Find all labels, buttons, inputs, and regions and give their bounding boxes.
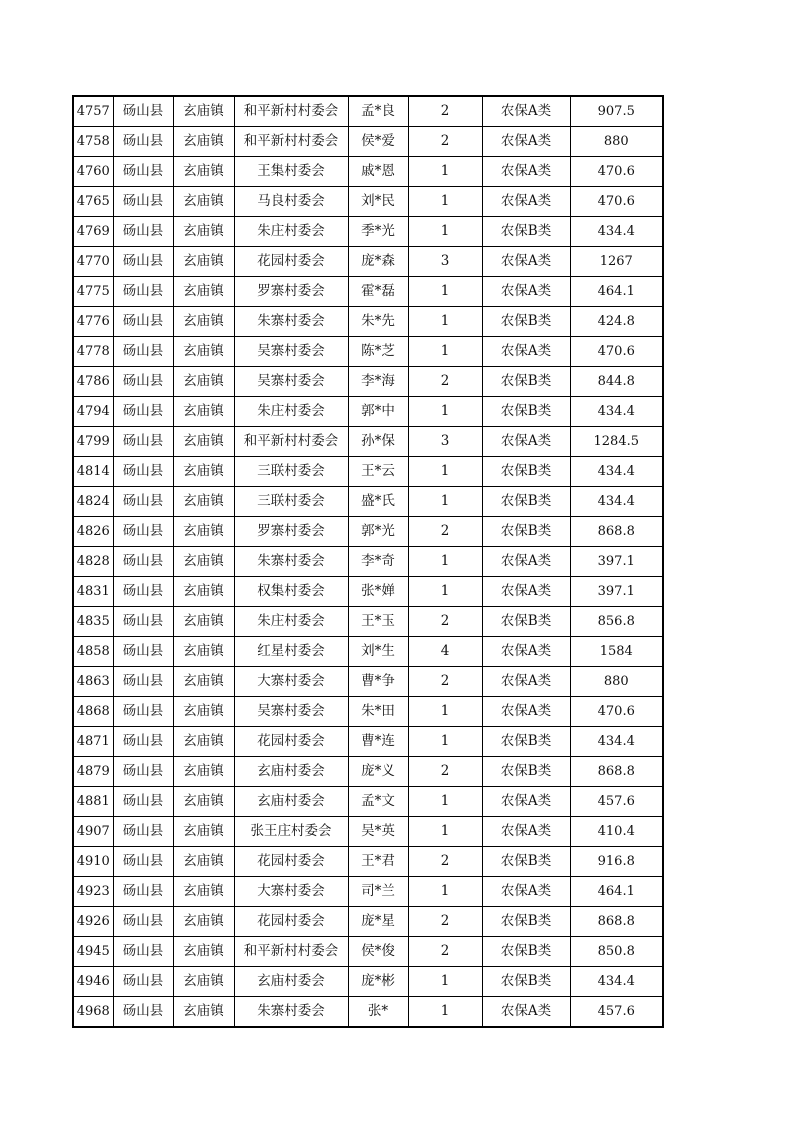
county-cell: 砀山县: [113, 157, 173, 187]
insurance-type-cell: 农保B类: [482, 727, 570, 757]
village-committee-cell: 朱庄村委会: [234, 217, 348, 247]
table-row: [73, 517, 663, 547]
household-count-cell: 1: [408, 277, 482, 307]
record-id-cell: 4794: [73, 397, 113, 427]
town-cell: 玄庙镇: [173, 487, 234, 517]
household-count-cell: 1: [408, 877, 482, 907]
person-name-cell: 李*海: [348, 367, 408, 397]
person-name-cell: 朱*先: [348, 307, 408, 337]
county-cell: 砀山县: [113, 457, 173, 487]
village-committee-cell: 玄庙村委会: [234, 787, 348, 817]
village-committee-cell: 玄庙村委会: [234, 757, 348, 787]
amount-cell: 1267: [570, 247, 663, 277]
table-row: [73, 397, 663, 427]
person-name-cell: 吴*英: [348, 817, 408, 847]
amount-cell: 470.6: [570, 157, 663, 187]
amount-cell: 470.6: [570, 337, 663, 367]
village-committee-cell: 大寨村委会: [234, 877, 348, 907]
person-name-cell: 盛*氏: [348, 487, 408, 517]
town-cell: 玄庙镇: [173, 697, 234, 727]
amount-cell: 434.4: [570, 727, 663, 757]
insurance-type-cell: 农保A类: [482, 187, 570, 217]
county-cell: 砀山县: [113, 607, 173, 637]
amount-cell: 424.8: [570, 307, 663, 337]
county-cell: 砀山县: [113, 817, 173, 847]
amount-cell: 434.4: [570, 217, 663, 247]
household-count-cell: 1: [408, 787, 482, 817]
town-cell: 玄庙镇: [173, 517, 234, 547]
person-name-cell: 王*云: [348, 457, 408, 487]
table-row: [73, 127, 663, 157]
village-committee-cell: 花园村委会: [234, 727, 348, 757]
town-cell: 玄庙镇: [173, 847, 234, 877]
county-cell: 砀山县: [113, 637, 173, 667]
village-committee-cell: 和平新村村委会: [234, 96, 348, 127]
county-cell: 砀山县: [113, 907, 173, 937]
household-count-cell: 1: [408, 487, 482, 517]
record-id-cell: 4765: [73, 187, 113, 217]
household-count-cell: 2: [408, 96, 482, 127]
table-row: [73, 577, 663, 607]
table-row: [73, 757, 663, 787]
amount-cell: 434.4: [570, 457, 663, 487]
town-cell: 玄庙镇: [173, 817, 234, 847]
person-name-cell: 霍*磊: [348, 277, 408, 307]
person-name-cell: 庞*森: [348, 247, 408, 277]
village-committee-cell: 花园村委会: [234, 847, 348, 877]
amount-cell: 410.4: [570, 817, 663, 847]
town-cell: 玄庙镇: [173, 157, 234, 187]
county-cell: 砀山县: [113, 127, 173, 157]
insurance-type-cell: 农保A类: [482, 997, 570, 1028]
insurance-type-cell: 农保B类: [482, 217, 570, 247]
town-cell: 玄庙镇: [173, 247, 234, 277]
town-cell: 玄庙镇: [173, 96, 234, 127]
village-committee-cell: 吴寨村委会: [234, 367, 348, 397]
insurance-type-cell: 农保B类: [482, 517, 570, 547]
amount-cell: 434.4: [570, 397, 663, 427]
person-name-cell: 朱*田: [348, 697, 408, 727]
village-committee-cell: 和平新村村委会: [234, 427, 348, 457]
household-count-cell: 1: [408, 157, 482, 187]
insurance-type-cell: 农保A类: [482, 127, 570, 157]
person-name-cell: 庞*彬: [348, 967, 408, 997]
village-committee-cell: 朱寨村委会: [234, 997, 348, 1028]
record-id-cell: 4757: [73, 96, 113, 127]
county-cell: 砀山县: [113, 427, 173, 457]
town-cell: 玄庙镇: [173, 217, 234, 247]
table-row: [73, 727, 663, 757]
household-count-cell: 1: [408, 187, 482, 217]
amount-cell: 1284.5: [570, 427, 663, 457]
village-committee-cell: 朱寨村委会: [234, 307, 348, 337]
county-cell: 砀山县: [113, 277, 173, 307]
town-cell: 玄庙镇: [173, 667, 234, 697]
record-id-cell: 4775: [73, 277, 113, 307]
table-row: [73, 877, 663, 907]
town-cell: 玄庙镇: [173, 187, 234, 217]
record-id-cell: 4826: [73, 517, 113, 547]
household-count-cell: 2: [408, 607, 482, 637]
insurance-type-cell: 农保A类: [482, 697, 570, 727]
table-row: [73, 787, 663, 817]
county-cell: 砀山县: [113, 517, 173, 547]
table-row: [73, 217, 663, 247]
village-committee-cell: 王集村委会: [234, 157, 348, 187]
person-name-cell: 李*奇: [348, 547, 408, 577]
village-committee-cell: 吴寨村委会: [234, 337, 348, 367]
person-name-cell: 戚*恩: [348, 157, 408, 187]
town-cell: 玄庙镇: [173, 397, 234, 427]
record-id-cell: 4923: [73, 877, 113, 907]
person-name-cell: 庞*星: [348, 907, 408, 937]
table-row: [73, 967, 663, 997]
town-cell: 玄庙镇: [173, 787, 234, 817]
insurance-type-cell: 农保A类: [482, 577, 570, 607]
town-cell: 玄庙镇: [173, 877, 234, 907]
person-name-cell: 季*光: [348, 217, 408, 247]
insurance-type-cell: 农保A类: [482, 157, 570, 187]
amount-cell: 1584: [570, 637, 663, 667]
insurance-type-cell: 农保A类: [482, 877, 570, 907]
person-name-cell: 王*玉: [348, 607, 408, 637]
record-id-cell: 4769: [73, 217, 113, 247]
county-cell: 砀山县: [113, 697, 173, 727]
amount-cell: 457.6: [570, 997, 663, 1028]
town-cell: 玄庙镇: [173, 997, 234, 1028]
village-committee-cell: 朱庄村委会: [234, 397, 348, 427]
household-count-cell: 1: [408, 817, 482, 847]
insurance-type-cell: 农保A类: [482, 96, 570, 127]
record-id-cell: 4881: [73, 787, 113, 817]
town-cell: 玄庙镇: [173, 757, 234, 787]
insurance-type-cell: 农保B类: [482, 307, 570, 337]
household-count-cell: 3: [408, 247, 482, 277]
county-cell: 砀山县: [113, 787, 173, 817]
county-cell: 砀山县: [113, 847, 173, 877]
town-cell: 玄庙镇: [173, 367, 234, 397]
record-id-cell: 4799: [73, 427, 113, 457]
household-count-cell: 1: [408, 967, 482, 997]
record-id-cell: 4786: [73, 367, 113, 397]
insurance-type-cell: 农保B类: [482, 367, 570, 397]
record-id-cell: 4824: [73, 487, 113, 517]
insurance-type-cell: 农保B类: [482, 847, 570, 877]
town-cell: 玄庙镇: [173, 727, 234, 757]
county-cell: 砀山县: [113, 307, 173, 337]
town-cell: 玄庙镇: [173, 277, 234, 307]
amount-cell: 470.6: [570, 697, 663, 727]
town-cell: 玄庙镇: [173, 907, 234, 937]
record-id-cell: 4770: [73, 247, 113, 277]
county-cell: 砀山县: [113, 547, 173, 577]
amount-cell: 434.4: [570, 967, 663, 997]
town-cell: 玄庙镇: [173, 967, 234, 997]
person-name-cell: 曹*连: [348, 727, 408, 757]
table-row: [73, 937, 663, 967]
record-id-cell: 4835: [73, 607, 113, 637]
village-committee-cell: 三联村委会: [234, 487, 348, 517]
record-id-cell: 4946: [73, 967, 113, 997]
town-cell: 玄庙镇: [173, 337, 234, 367]
insurance-type-cell: 农保A类: [482, 817, 570, 847]
person-name-cell: 郭*光: [348, 517, 408, 547]
person-name-cell: 张*: [348, 997, 408, 1028]
amount-cell: 880: [570, 667, 663, 697]
table-row: [73, 96, 663, 127]
county-cell: 砀山县: [113, 757, 173, 787]
insurance-type-cell: 农保A类: [482, 337, 570, 367]
person-name-cell: 孟*文: [348, 787, 408, 817]
village-committee-cell: 和平新村村委会: [234, 937, 348, 967]
county-cell: 砀山县: [113, 937, 173, 967]
household-count-cell: 3: [408, 427, 482, 457]
person-name-cell: 庞*义: [348, 757, 408, 787]
county-cell: 砀山县: [113, 367, 173, 397]
record-id-cell: 4926: [73, 907, 113, 937]
amount-cell: 464.1: [570, 277, 663, 307]
table-row: [73, 427, 663, 457]
household-count-cell: 2: [408, 757, 482, 787]
county-cell: 砀山县: [113, 247, 173, 277]
town-cell: 玄庙镇: [173, 127, 234, 157]
record-id-cell: 4871: [73, 727, 113, 757]
table-row: [73, 907, 663, 937]
insurance-type-cell: 农保A类: [482, 547, 570, 577]
town-cell: 玄庙镇: [173, 427, 234, 457]
record-id-cell: 4828: [73, 547, 113, 577]
insurance-type-cell: 农保B类: [482, 937, 570, 967]
village-committee-cell: 朱寨村委会: [234, 547, 348, 577]
household-count-cell: 1: [408, 547, 482, 577]
insurance-type-cell: 农保A类: [482, 667, 570, 697]
village-committee-cell: 和平新村村委会: [234, 127, 348, 157]
county-cell: 砀山县: [113, 217, 173, 247]
table-row: [73, 367, 663, 397]
town-cell: 玄庙镇: [173, 307, 234, 337]
household-count-cell: 2: [408, 907, 482, 937]
amount-cell: 464.1: [570, 877, 663, 907]
insurance-type-cell: 农保B类: [482, 457, 570, 487]
amount-cell: 470.6: [570, 187, 663, 217]
table-row: [73, 697, 663, 727]
village-committee-cell: 马良村委会: [234, 187, 348, 217]
household-count-cell: 2: [408, 847, 482, 877]
county-cell: 砀山县: [113, 727, 173, 757]
record-id-cell: 4868: [73, 697, 113, 727]
record-id-cell: 4776: [73, 307, 113, 337]
person-name-cell: 张*婵: [348, 577, 408, 607]
household-count-cell: 2: [408, 937, 482, 967]
household-count-cell: 2: [408, 517, 482, 547]
record-id-cell: 4968: [73, 997, 113, 1028]
household-count-cell: 1: [408, 217, 482, 247]
table-row: [73, 277, 663, 307]
record-id-cell: 4910: [73, 847, 113, 877]
amount-cell: 907.5: [570, 96, 663, 127]
household-count-cell: 1: [408, 397, 482, 427]
village-committee-cell: 大寨村委会: [234, 667, 348, 697]
county-cell: 砀山县: [113, 667, 173, 697]
insurance-type-cell: 农保A类: [482, 787, 570, 817]
amount-cell: 397.1: [570, 547, 663, 577]
household-count-cell: 1: [408, 697, 482, 727]
person-name-cell: 侯*俊: [348, 937, 408, 967]
household-count-cell: 1: [408, 727, 482, 757]
household-count-cell: 1: [408, 307, 482, 337]
record-id-cell: 4778: [73, 337, 113, 367]
table-row: [73, 187, 663, 217]
county-cell: 砀山县: [113, 577, 173, 607]
table-row: [73, 997, 663, 1028]
county-cell: 砀山县: [113, 997, 173, 1028]
village-committee-cell: 花园村委会: [234, 907, 348, 937]
insurance-type-cell: 农保A类: [482, 247, 570, 277]
record-id-cell: 4945: [73, 937, 113, 967]
person-name-cell: 王*君: [348, 847, 408, 877]
county-cell: 砀山县: [113, 877, 173, 907]
village-committee-cell: 朱庄村委会: [234, 607, 348, 637]
village-committee-cell: 三联村委会: [234, 457, 348, 487]
amount-cell: 397.1: [570, 577, 663, 607]
town-cell: 玄庙镇: [173, 457, 234, 487]
household-count-cell: 2: [408, 367, 482, 397]
record-id-cell: 4831: [73, 577, 113, 607]
record-id-cell: 4907: [73, 817, 113, 847]
county-cell: 砀山县: [113, 187, 173, 217]
table-row: [73, 817, 663, 847]
household-count-cell: 1: [408, 337, 482, 367]
record-id-cell: 4758: [73, 127, 113, 157]
village-committee-cell: 花园村委会: [234, 247, 348, 277]
household-count-cell: 2: [408, 127, 482, 157]
table-row: [73, 157, 663, 187]
household-count-cell: 2: [408, 667, 482, 697]
table-row: [73, 307, 663, 337]
amount-cell: 880: [570, 127, 663, 157]
village-committee-cell: 罗寨村委会: [234, 517, 348, 547]
village-committee-cell: 罗寨村委会: [234, 277, 348, 307]
person-name-cell: 刘*民: [348, 187, 408, 217]
amount-cell: 434.4: [570, 487, 663, 517]
record-id-cell: 4760: [73, 157, 113, 187]
insurance-type-cell: 农保B类: [482, 757, 570, 787]
person-name-cell: 曹*争: [348, 667, 408, 697]
insurance-type-cell: 农保B类: [482, 967, 570, 997]
county-cell: 砀山县: [113, 96, 173, 127]
insurance-type-cell: 农保B类: [482, 397, 570, 427]
record-id-cell: 4863: [73, 667, 113, 697]
town-cell: 玄庙镇: [173, 637, 234, 667]
record-id-cell: 4858: [73, 637, 113, 667]
amount-cell: 850.8: [570, 937, 663, 967]
table-row: [73, 667, 663, 697]
insurance-type-cell: 农保A类: [482, 277, 570, 307]
amount-cell: 844.8: [570, 367, 663, 397]
insurance-type-cell: 农保B类: [482, 487, 570, 517]
table-body: [73, 96, 663, 1027]
person-name-cell: 陈*芝: [348, 337, 408, 367]
table-row: [73, 337, 663, 367]
amount-cell: 916.8: [570, 847, 663, 877]
amount-cell: 868.8: [570, 517, 663, 547]
household-count-cell: 1: [408, 457, 482, 487]
person-name-cell: 郭*中: [348, 397, 408, 427]
county-cell: 砀山县: [113, 967, 173, 997]
household-count-cell: 4: [408, 637, 482, 667]
insurance-type-cell: 农保A类: [482, 637, 570, 667]
amount-cell: 856.8: [570, 607, 663, 637]
county-cell: 砀山县: [113, 487, 173, 517]
subsidy-table: [72, 95, 664, 1028]
person-name-cell: 刘*生: [348, 637, 408, 667]
village-committee-cell: 红星村委会: [234, 637, 348, 667]
insurance-type-cell: 农保B类: [482, 607, 570, 637]
record-id-cell: 4879: [73, 757, 113, 787]
table-row: [73, 847, 663, 877]
county-cell: 砀山县: [113, 397, 173, 427]
person-name-cell: 司*兰: [348, 877, 408, 907]
record-id-cell: 4814: [73, 457, 113, 487]
town-cell: 玄庙镇: [173, 547, 234, 577]
amount-cell: 457.6: [570, 787, 663, 817]
insurance-type-cell: 农保B类: [482, 907, 570, 937]
person-name-cell: 孙*保: [348, 427, 408, 457]
village-committee-cell: 张王庄村委会: [234, 817, 348, 847]
person-name-cell: 侯*爱: [348, 127, 408, 157]
table-row: [73, 637, 663, 667]
town-cell: 玄庙镇: [173, 607, 234, 637]
table-row: [73, 247, 663, 277]
amount-cell: 868.8: [570, 907, 663, 937]
table-row: [73, 487, 663, 517]
town-cell: 玄庙镇: [173, 937, 234, 967]
county-cell: 砀山县: [113, 337, 173, 367]
document-page: [72, 95, 664, 1028]
town-cell: 玄庙镇: [173, 577, 234, 607]
table-row: [73, 607, 663, 637]
village-committee-cell: 权集村委会: [234, 577, 348, 607]
table-row: [73, 457, 663, 487]
village-committee-cell: 玄庙村委会: [234, 967, 348, 997]
person-name-cell: 孟*良: [348, 96, 408, 127]
table-row: [73, 547, 663, 577]
household-count-cell: 1: [408, 997, 482, 1028]
household-count-cell: 1: [408, 577, 482, 607]
insurance-type-cell: 农保A类: [482, 427, 570, 457]
village-committee-cell: 吴寨村委会: [234, 697, 348, 727]
amount-cell: 868.8: [570, 757, 663, 787]
